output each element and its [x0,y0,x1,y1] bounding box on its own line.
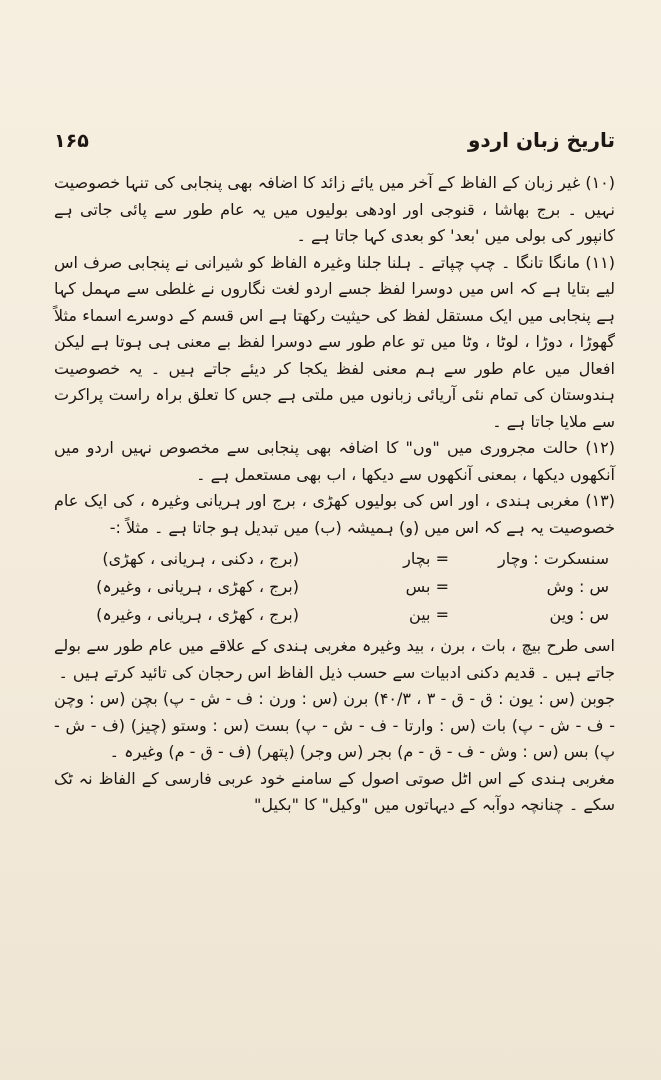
example-list [54,545,615,629]
page-header [54,118,615,152]
example-row [54,601,615,629]
example-dialects: (برج ، کھڑی ، ہریانی ، وغیرہ) [96,577,299,596]
paragraph-10: (۱۰) غیر زبان کے الفاظ کے آخر میں یائے زائد کا اضافہ بھی پنجابی کی تنہا خصوصیت نہیں ۔ برج بھاشا ، قنوجی اور اودھی بولیوں میں یہ عام طور سے پائی جاتی ہے کانپور کی بولی میں 'بعد' کو بعدی کہا جاتا ہے ۔ [54,173,615,245]
example-result: = بین [409,605,449,624]
example-dialects: (برج ، کھڑی ، ہریانی ، وغیرہ) [96,605,299,624]
example-row [54,573,615,601]
page-body [54,170,615,819]
paragraph-13: (۱۳) مغربی ہندی ، اور اس کی بولیوں کھڑی ، برج اور ہریانی وغیرہ ، کی ایک عام خصوصیت یہ ہے کہ اس میں (و) ہمیشہ (ب) میں تبدیل ہو جاتا ہے ۔ مثلاً :- [54,491,615,537]
page-number: ۱۶۵ [54,130,89,152]
paragraph-continuation: اسی طرح بیچ ، بات ، برن ، بید وغیرہ مغربی ہندی کے علاقے میں عام طور سے بولے جاتے ہیں ۔ قدیم دکنی ادبیات سے حسب ذیل الفاظ اس رحجان کی تائید کرتے ہیں ۔ [54,636,615,682]
example-word: س : وش [546,577,609,596]
paragraph-final: مغربی ہندی کے اس اٹل صوتی اصول کے سامنے خود عربی فارسی کے الفاظ نہ ٹک سکے ۔ چنانچہ دوآبہ کے دیہاتوں میں "وکیل" کا "بکیل" [54,768,615,814]
example-word: س : وین [549,605,609,624]
example-word: سنسکرت : وچار [497,549,609,568]
paragraph-word-list: جوبن (س : یون : ق - ق - ۳ ، ۴۰/۳) برن (س : ورن : ف - ش - پ) بچن (س : وچن - ف - ش - پ) بات (س : وارتا - ف - ش - پ) بست (س : وستو (چیز) (ف - ش - پ) بس (س : وش - ف - ق - م) بجر (س وجر) (پتھر) (ف - ق - م) وغیرہ ۔ [54,689,616,761]
paragraph-12: (۱۲) حالت مجروری میں "وں" کا اضافہ بھی پنجابی سے مخصوص نہیں اردو میں آنکھوں دیکھا ، بمعنی آنکھوں سے دیکھا ، اب بھی مستعمل ہے ۔ [54,438,615,484]
example-result: = بس [405,577,449,596]
example-dialects: (برج ، دکنی ، ہریانی ، کھڑی) [102,549,299,568]
example-row [54,545,615,573]
paragraph-11: (۱۱) مانگا تانگا ۔ چپ چپاتے ۔ ہلنا جلنا وغیرہ الفاظ کو شیرانی نے پنجابی صرف اس لیے بتایا ہے کہ اس میں دوسرا لفظ جسے اردو لغت نگاروں نے غلطی سے مہمل کہا ہے پنجابی میں ایک مستقل لفظ کی حیثیت رکھتا ہے اس قسم کے دوسرے اسماء مثلاً گھوڑا ، دوڑا ، لوٹا ، وٹا میں تو عام طور سے دوسرا لفظ بے معنی ہی ہوتا ہے لیکن افعال میں عام طور سے ہم معنی لفظ یکجا کر دیئے جاتے ہیں ۔ یہ خصوصیت ہندوستان کی تمام نئی آریائی زبانوں میں ملتی ہے جس کا تعلق براہ راست پراکرت سے ملایا جاتا ہے ۔ [54,252,615,431]
running-title: تاریخ زبان اردو [467,128,615,152]
example-result: = بچار [403,549,449,568]
